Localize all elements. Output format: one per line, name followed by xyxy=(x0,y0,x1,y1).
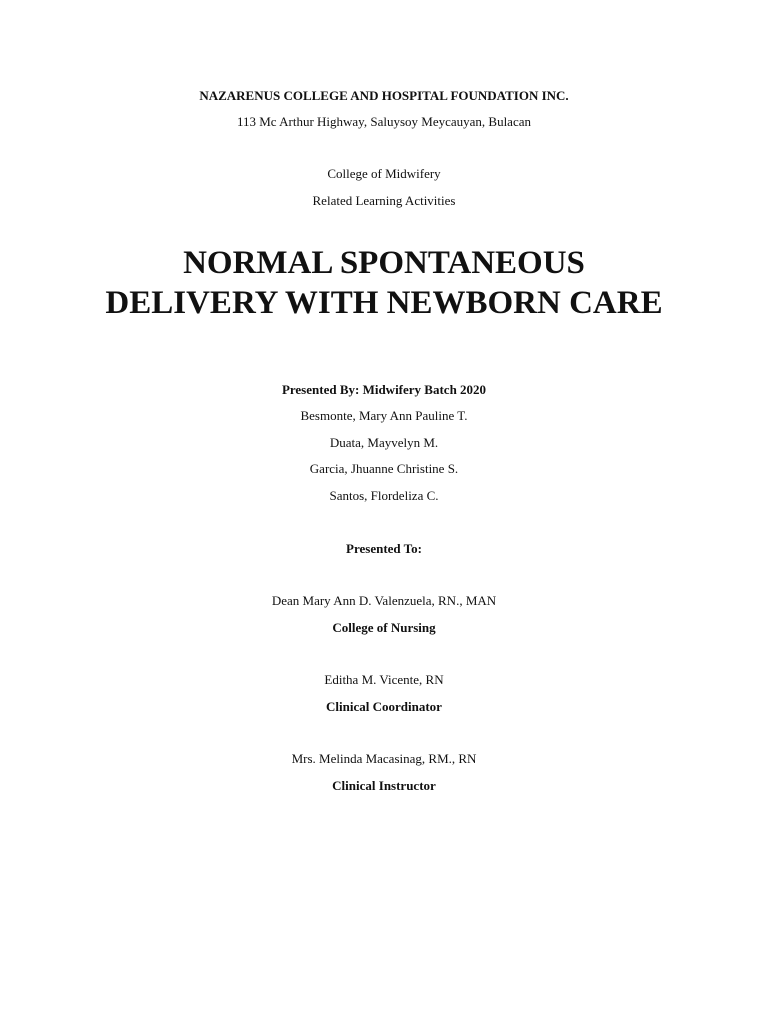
member-name: Duata, Mayvelyn M. xyxy=(329,435,439,450)
recipient-name: Dean Mary Ann D. Valenzuela, RN., MAN xyxy=(271,593,497,608)
presented-by-heading: Presented By: Midwifery Batch 2020 xyxy=(281,382,487,397)
recipient-name: Mrs. Melinda Macasinag, RM., RN xyxy=(291,751,477,766)
recipient-role: College of Nursing xyxy=(332,620,436,635)
recipient-role: Clinical Coordinator xyxy=(326,699,442,714)
recipient-role: Clinical Instructor xyxy=(332,778,436,793)
recipient-name: Editha M. Vicente, RN xyxy=(324,672,444,687)
document-title-line-2: DELIVERY WITH NEWBORN CARE xyxy=(105,285,663,321)
member-name: Besmonte, Mary Ann Pauline T. xyxy=(300,408,468,423)
institution-address: 113 Mc Arthur Highway, Saluysoy Meycauyan, Bulacan xyxy=(236,114,531,129)
member-name: Garcia, Jhuanne Christine S. xyxy=(309,461,459,476)
college-name: College of Midwifery xyxy=(327,166,441,181)
presented-to-heading: Presented To: xyxy=(346,541,422,556)
member-name: Santos, Flordeliza C. xyxy=(329,488,439,503)
institution-name: NAZARENUS COLLEGE AND HOSPITAL FOUNDATION INC. xyxy=(199,88,569,103)
document-title-line-1: NORMAL SPONTANEOUS xyxy=(183,245,585,281)
activity-name: Related Learning Activities xyxy=(312,193,456,208)
